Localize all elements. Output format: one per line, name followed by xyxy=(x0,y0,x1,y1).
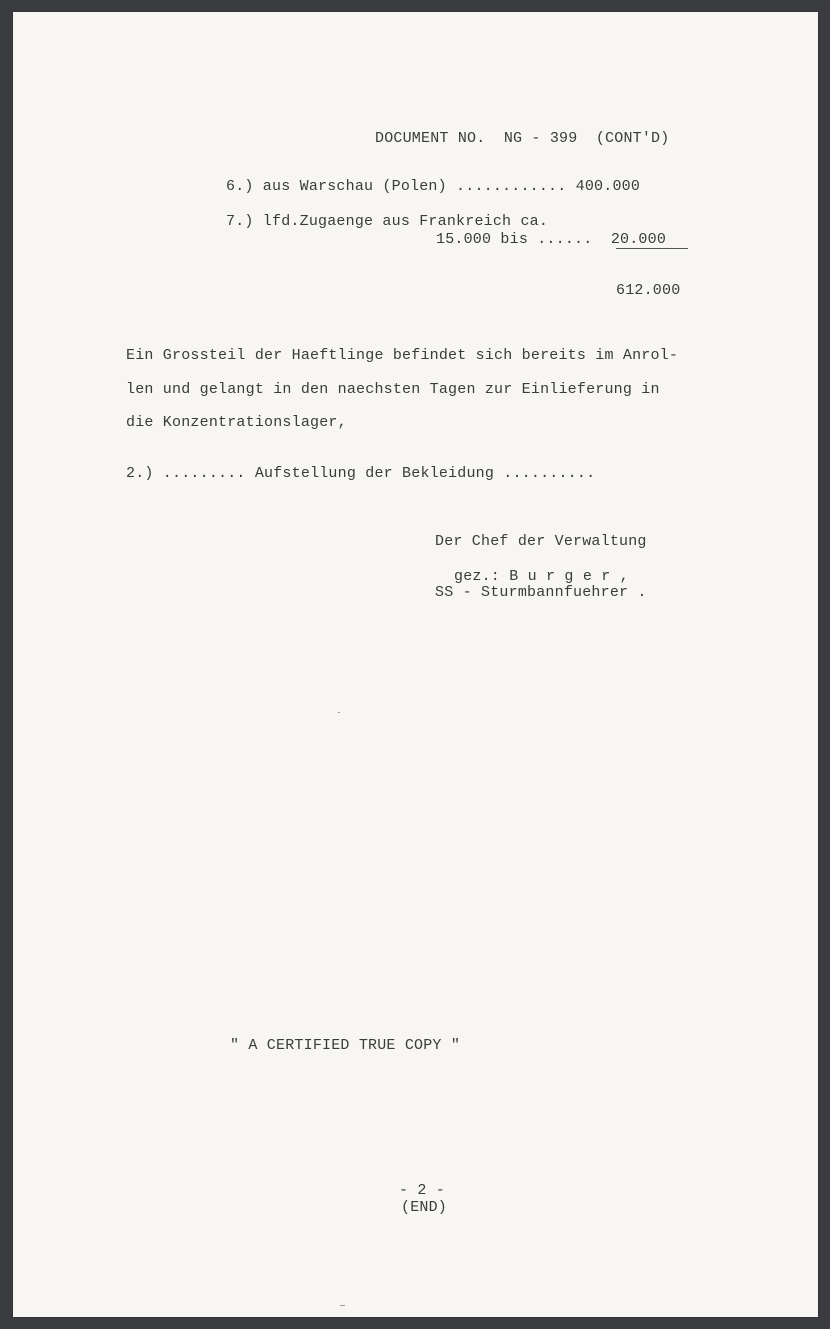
signature-name: gez.: B u r g e r , xyxy=(454,568,629,585)
paragraph-line-2: len und gelangt in den naechsten Tagen zur Einlieferung in xyxy=(126,381,660,398)
paragraph-line-1: Ein Grossteil der Haeftlinge befindet sich bereits im Anrol- xyxy=(126,347,679,364)
certified-copy: " A CERTIFIED TRUE COPY " xyxy=(230,1037,461,1054)
paper-speck-bottom xyxy=(340,1305,345,1306)
signature-rank: SS - Sturmbannfuehrer . xyxy=(435,584,647,601)
total-value: 612.000 xyxy=(616,282,681,299)
signature-title: Der Chef der Verwaltung xyxy=(435,533,647,550)
end-marker: (END) xyxy=(401,1199,448,1216)
paragraph-line-3: die Konzentrationslager, xyxy=(126,414,347,431)
list-item-7-continued: 15.000 bis ...... 20.000 xyxy=(436,231,667,248)
page-number: - 2 - xyxy=(399,1182,446,1199)
sum-rule xyxy=(616,248,688,249)
paper-speck xyxy=(338,712,340,713)
section-2-line: 2.) ......... Aufstellung der Bekleidung .......... xyxy=(126,465,596,482)
list-item-7: 7.) lfd.Zugaenge aus Frankreich ca. xyxy=(226,213,549,230)
document-header: DOCUMENT NO. NG - 399 (CONT'D) xyxy=(375,130,670,147)
list-item-6: 6.) aus Warschau (Polen) ............ 400.000 xyxy=(226,178,641,195)
document-page xyxy=(13,12,818,1317)
